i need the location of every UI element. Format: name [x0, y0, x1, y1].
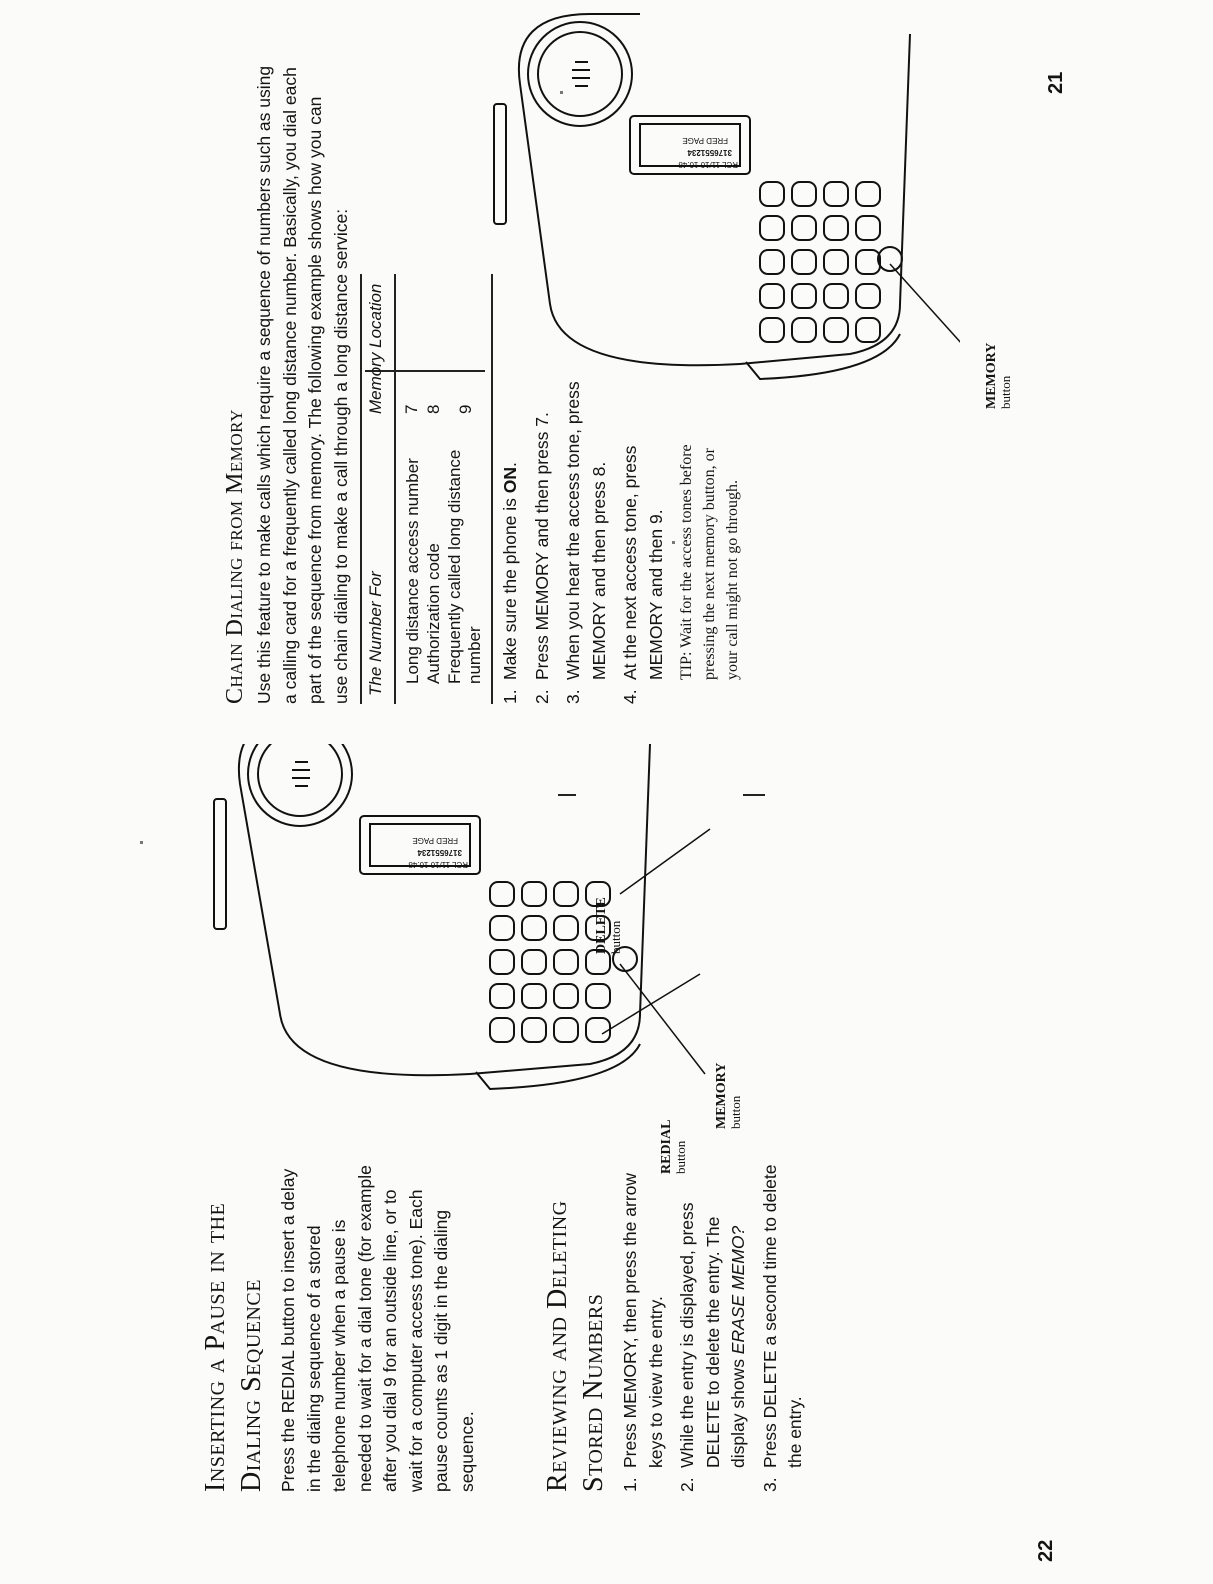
page-number-right: 21: [1045, 71, 1067, 94]
handset-illustration: [440, 4, 960, 464]
list-item: 2. Press MEMORY and then press 7.: [531, 412, 552, 704]
redial-button-label: REDIAL button: [659, 1119, 688, 1174]
scan-speck: [140, 841, 143, 844]
title-line-1: Inserting a Pause in the: [200, 1202, 231, 1492]
phone-figure-left: [200, 744, 720, 1184]
section-chain-dialing: [220, 24, 354, 704]
section-title: Chain Dialing from Memory: [222, 409, 248, 704]
section-reviewing-deleting: [540, 1162, 815, 1492]
list-item: 3. When you hear the access tone, press MEMORY and then press 8.: [563, 381, 609, 704]
memory-button-label-right: MEMORY button: [984, 342, 1013, 409]
table-row: Authorization code 8: [424, 404, 443, 684]
gutter-mark: [558, 794, 576, 796]
lcd-line-1: RCL 11/10 10:48: [678, 160, 738, 169]
lcd-line-2: 3176551234: [687, 148, 732, 157]
phone-figure-right: [440, 4, 960, 464]
title-line-2: Stored Numbers: [578, 1293, 609, 1492]
list-item: 1. Press MEMORY, then press the arrow keys to view the entry.: [620, 1172, 666, 1492]
lcd-line-3: FRED PAGE: [682, 136, 728, 145]
tip-note: TIP: Wait for the access tones before pressing the next memory button, or your call might not go through.: [678, 444, 741, 680]
list-item: 2. While the entry is displayed, press DELETE to delete the entry. The display shows ERASE MEMO?: [677, 1202, 748, 1492]
table-row: Long distance access number 7: [402, 404, 422, 684]
page-number-left: 22: [1035, 1539, 1057, 1562]
column-header: Memory Location: [366, 283, 385, 414]
handset-illustration: [200, 744, 720, 1184]
steps-list: [618, 1162, 809, 1492]
column-header: The Number For: [366, 571, 385, 696]
keypad: [760, 182, 902, 342]
title-line-2: Dialing Sequence: [236, 1279, 267, 1492]
list-item: 1. Make sure the phone is ON.: [500, 462, 520, 704]
scan-speck: [560, 91, 563, 94]
table-row: Frequently called long distance number 9: [445, 404, 484, 684]
list-item: 3. Press DELETE a second time to delete the entry.: [759, 1164, 805, 1492]
delete-button-label: DELETE button: [594, 897, 623, 954]
lcd-line-2: 3176551234: [417, 848, 462, 857]
section-body: Press the REDIAL button to insert a delay in the dialing sequence of a stored telephone number when a pause is needed to wait for a dial tone (for example after you dial 9 for an outside line, or to wait for a computer access tone). Each pause counts as 1 digit in the dialing sequence.: [278, 1165, 477, 1492]
section-title: [540, 1162, 612, 1492]
table-header-row: [362, 274, 395, 704]
memory-button-label-left: MEMORY button: [714, 1062, 743, 1129]
section-intro: Use this feature to make calls which require a sequence of numbers such as using a calling card for a frequently called long distance number. Basically, you dial each part of the sequence from memory. The following example shows how you can use chain dialing to make a call through a long distance service:: [254, 65, 351, 704]
title-line-1: Reviewing and Deleting: [542, 1200, 573, 1492]
list-item: 4. At the next access tone, press MEMORY and then 9.: [620, 445, 666, 704]
scan-speck: [672, 541, 675, 544]
lcd-line-1: RCL 11/10 10:48: [408, 860, 468, 869]
gutter-mark: [743, 794, 765, 796]
lcd-line-3: FRED PAGE: [412, 836, 458, 845]
